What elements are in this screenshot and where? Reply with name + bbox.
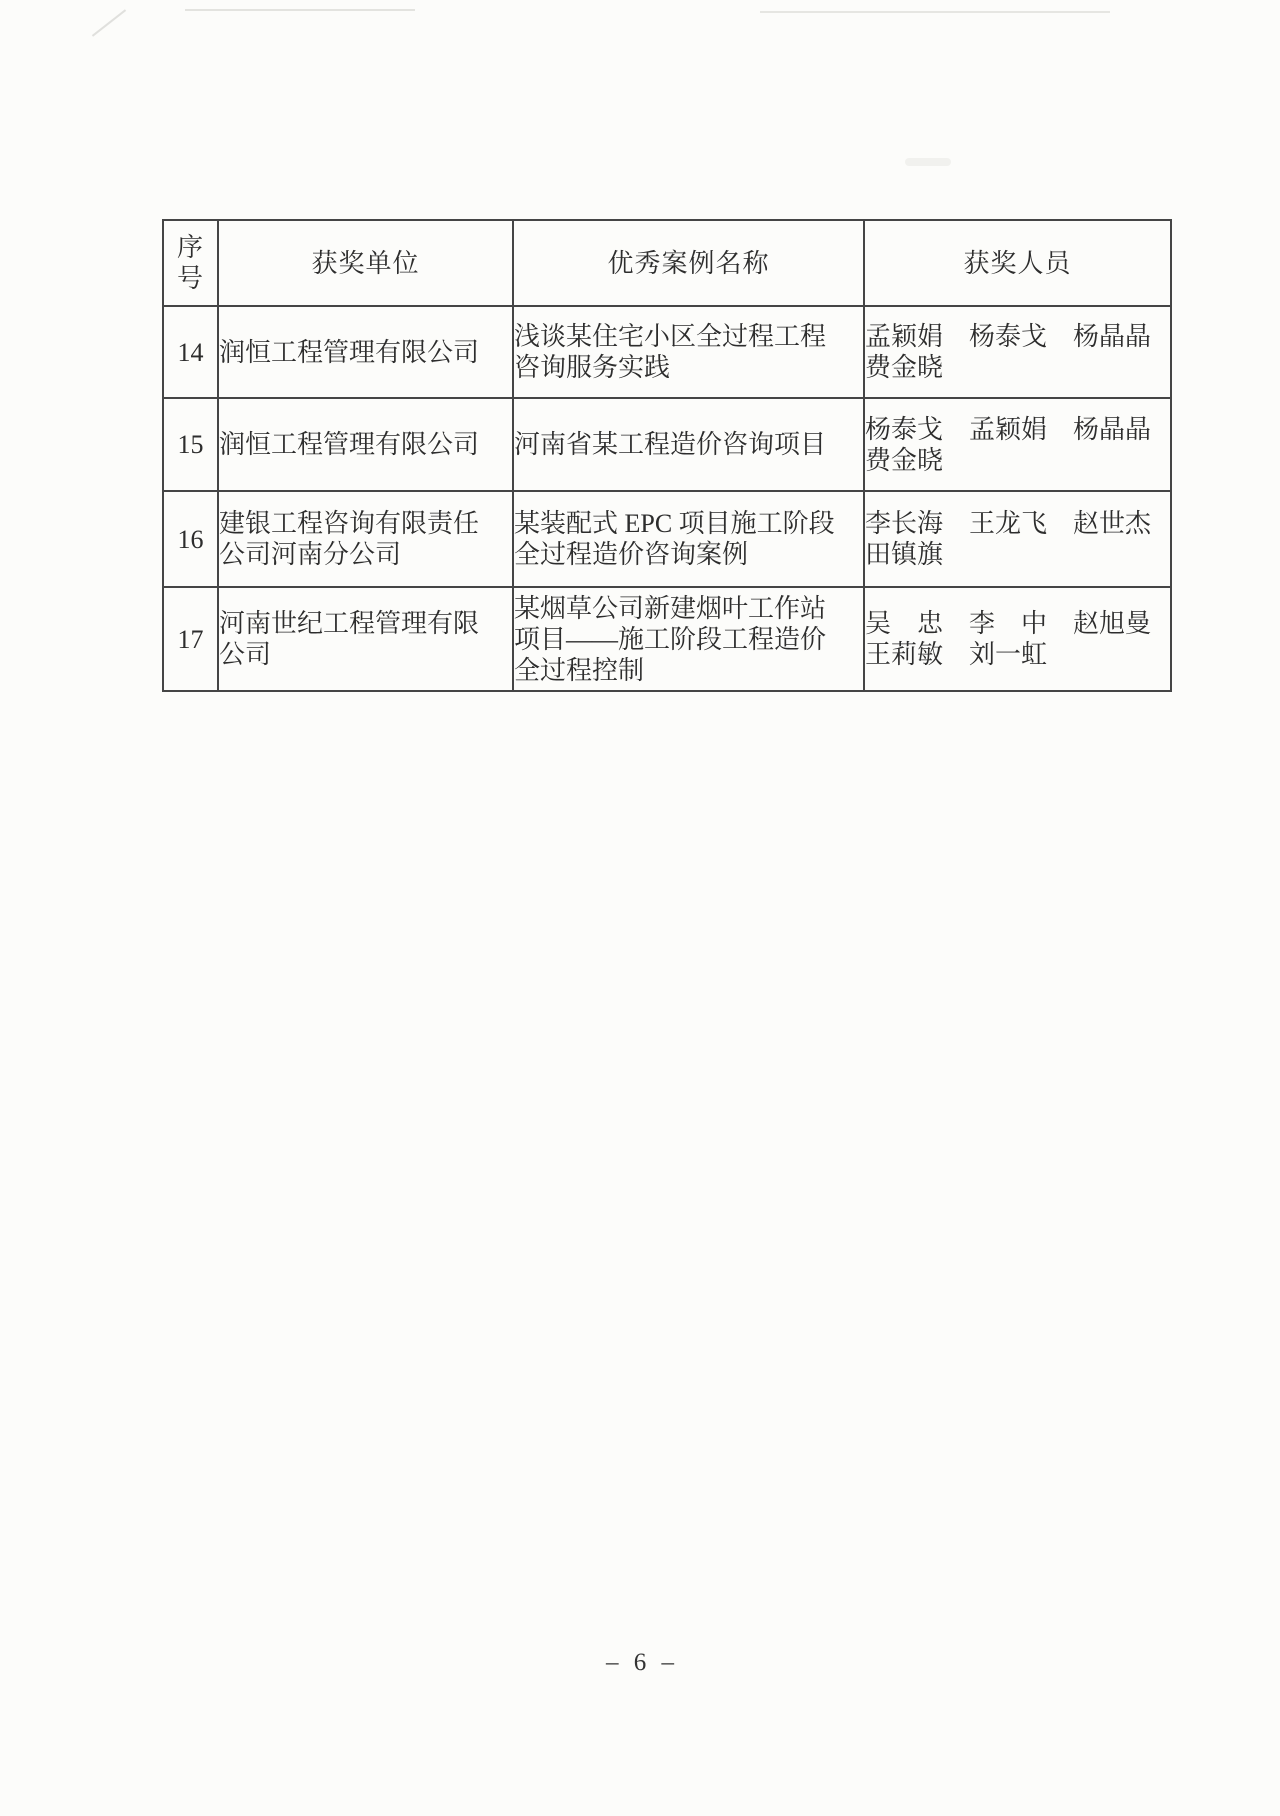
cell-award-unit bbox=[218, 398, 513, 491]
people-text-line: 李长海 王龙飞 赵世杰 bbox=[865, 509, 1152, 538]
serial-number-text: 15 bbox=[177, 430, 204, 459]
cell-serial-number bbox=[163, 398, 218, 491]
cell-award-unit bbox=[218, 491, 513, 587]
header-text-line: 获奖人员 bbox=[963, 248, 1072, 278]
header-text-line: 序 bbox=[176, 233, 204, 262]
page-number: – 6 – bbox=[606, 1649, 674, 1676]
scan-artifact-line bbox=[185, 9, 415, 11]
table-row-15 bbox=[163, 398, 1171, 491]
serial-number-text: 14 bbox=[177, 337, 204, 367]
case-text-line: 咨询服务实践 bbox=[514, 353, 671, 382]
case-text-line: 浅谈某住宅小区全过程工程 bbox=[514, 322, 827, 351]
cell-award-people bbox=[864, 398, 1171, 491]
cell-award-people bbox=[864, 491, 1171, 587]
people-text-line: 吴 忠 李 中 赵旭曼 bbox=[865, 609, 1152, 638]
scan-artifact-smudge bbox=[905, 158, 951, 166]
cell-case-name bbox=[513, 398, 864, 491]
people-text-line: 费金晓 bbox=[865, 353, 944, 382]
scan-artifact-line bbox=[760, 11, 1110, 13]
case-text-line: 某装配式 EPC 项目施工阶段 bbox=[514, 509, 835, 538]
unit-text-line: 河南世纪工程管理有限 bbox=[219, 609, 480, 638]
serial-number-text: 17 bbox=[177, 624, 204, 654]
header-cell-serial-number bbox=[163, 220, 218, 306]
table-header-row bbox=[163, 220, 1171, 306]
unit-text-line: 润恒工程管理有限公司 bbox=[219, 337, 480, 367]
people-text-line: 田镇旗 bbox=[865, 540, 944, 569]
cell-award-unit bbox=[218, 587, 513, 691]
cell-award-unit bbox=[218, 306, 513, 398]
people-text-line: 王莉敏 刘一虹 bbox=[865, 640, 1048, 669]
header-cell-award-people bbox=[864, 220, 1171, 306]
header-text-line: 优秀案例名称 bbox=[607, 248, 770, 278]
header-text-line: 号 bbox=[176, 264, 204, 293]
cell-award-people bbox=[864, 306, 1171, 398]
cell-serial-number bbox=[163, 306, 218, 398]
unit-text-line: 公司 bbox=[219, 640, 272, 669]
header-text-line: 获奖单位 bbox=[311, 248, 420, 278]
case-text-line: 全过程控制 bbox=[514, 655, 645, 685]
header-cell-award-unit bbox=[218, 220, 513, 306]
case-text-line: 某烟草公司新建烟叶工作站 bbox=[514, 593, 827, 623]
case-text-line: 全过程造价咨询案例 bbox=[514, 540, 749, 569]
table-row-17 bbox=[163, 587, 1171, 691]
scan-artifact-fold-mark bbox=[92, 9, 126, 36]
case-text-line: 河南省某工程造价咨询项目 bbox=[514, 430, 827, 459]
cell-serial-number bbox=[163, 587, 218, 691]
unit-text-line: 建银工程咨询有限责任 bbox=[219, 509, 480, 538]
people-text-line: 杨泰戈 孟颖娟 杨晶晶 bbox=[865, 414, 1152, 444]
unit-text-line: 润恒工程管理有限公司 bbox=[219, 430, 480, 459]
cell-case-name bbox=[513, 306, 864, 398]
table-row-14 bbox=[163, 306, 1171, 398]
cell-case-name bbox=[513, 491, 864, 587]
cell-case-name bbox=[513, 587, 864, 691]
people-text-line: 费金晓 bbox=[865, 445, 944, 475]
awards-table bbox=[162, 219, 1172, 692]
serial-number-text: 16 bbox=[177, 524, 204, 554]
cell-serial-number bbox=[163, 491, 218, 587]
people-text-line: 孟颖娟 杨泰戈 杨晶晶 bbox=[865, 322, 1152, 351]
case-text-line: 项目——施工阶段工程造价 bbox=[514, 624, 827, 654]
header-cell-case-name bbox=[513, 220, 864, 306]
unit-text-line: 公司河南分公司 bbox=[219, 540, 402, 569]
cell-award-people bbox=[864, 587, 1171, 691]
table-row-16 bbox=[163, 491, 1171, 587]
